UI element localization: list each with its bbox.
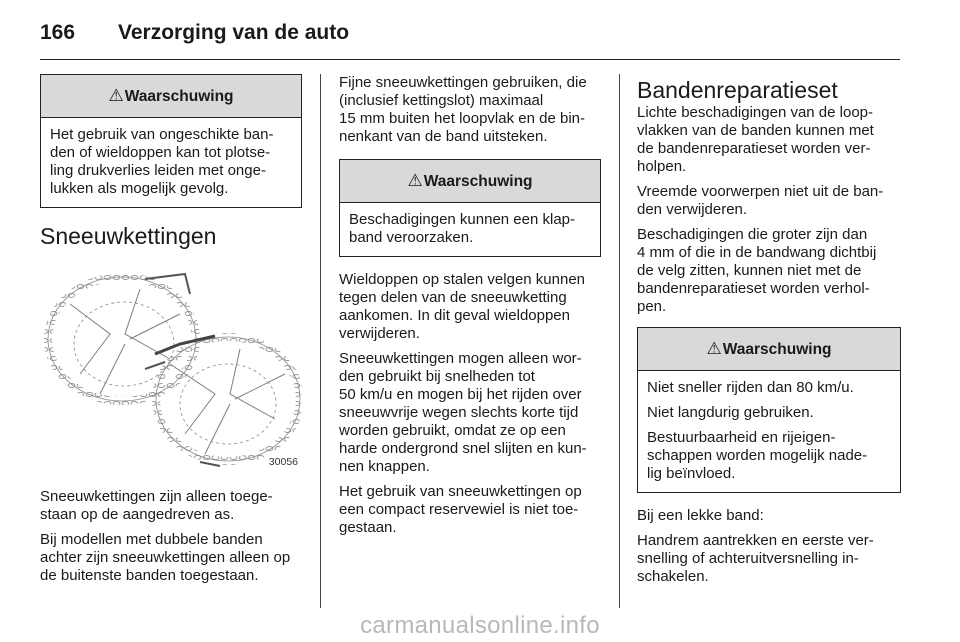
paragraph: Lichte beschadigingen van de loop- vlakken van de banden kunnen met de bandenreparatieset worden ver- holpen. <box>637 104 874 175</box>
paragraph: Bij een lekke band: <box>637 507 764 524</box>
warning-body <box>638 371 900 492</box>
paragraph: Sneeuwkettingen mogen alleen wor- den gebruikt bij snelheden tot 50 km/u en mogen bij het rijden over sneeuwvrije wegen slechts korte tijd worden gebruikt, omdat ze op een harde ondergrond snel slijten en kun- nen knappen. <box>339 350 587 475</box>
warning-triangle-icon: ⚠ <box>108 86 124 105</box>
warning-body <box>41 118 301 207</box>
watermark: carmanualsonline.info <box>360 612 600 639</box>
figure-number: 30056 <box>268 456 298 468</box>
snow-chains-drawing <box>40 264 302 474</box>
snow-chains-illustration <box>40 264 302 474</box>
paragraph: Sneeuwkettingen zijn alleen toege- staan op de aangedreven as. <box>40 488 273 523</box>
warning-text: Het gebruik van ongeschikte ban- den of wieldoppen kan tot plotse- ling drukverlies leiden met onge- lukken als mogelijk gevolg. <box>50 126 274 197</box>
header-divider <box>40 59 900 60</box>
paragraph: Wieldoppen op stalen velgen kunnen tegen delen van de sneeuwketting aankomen. In dit geval wieldoppen verwijderen. <box>339 271 586 342</box>
warning-header <box>638 328 900 371</box>
warning-box-blowout <box>339 159 601 257</box>
warning-item: Niet langdurig gebruiken. <box>647 404 814 421</box>
warning-triangle-icon: ⚠ <box>407 171 423 190</box>
page-title: Verzorging van de auto <box>118 21 350 44</box>
warning-item: Bestuurbaarheid en rijeigen- schappen worden mogelijk nade- lig beïnvloed. <box>647 429 868 482</box>
warning-header <box>41 75 301 118</box>
page-number: 166 <box>40 21 76 44</box>
paragraph: Beschadigingen die groter zijn dan 4 mm of die in de bandwang dichtbij de velg zitten, kunnen niet met de bandenreparatieset worden verhol- pen. <box>637 226 877 315</box>
section-heading-tire-repair-kit: Bandenreparatieset <box>637 77 838 103</box>
warning-box-repair-kit <box>637 327 901 493</box>
paragraph: Vreemde voorwerpen niet uit de ban- den verwijderen. <box>637 183 884 218</box>
column-divider-2 <box>619 74 620 608</box>
warning-label: Waarschuwing <box>423 173 533 190</box>
paragraph: Fijne sneeuwkettingen gebruiken, die (inclusief kettingslot) maximaal 15 mm buiten het loopvlak en de bin- nenkant van de band uitsteken. <box>339 74 587 145</box>
warning-label: Waarschuwing <box>124 88 234 105</box>
warning-text: Beschadigingen kunnen een klap- band veroorzaken. <box>349 211 576 246</box>
paragraph: Het gebruik van sneeuwkettingen op een compact reservewiel is niet toe- gestaan. <box>339 483 582 536</box>
column-3 <box>637 74 901 593</box>
column-divider-1 <box>320 74 321 608</box>
chain-loop-front <box>145 336 300 466</box>
column-1 <box>40 74 302 592</box>
warning-label: Waarschuwing <box>722 341 832 358</box>
section-heading-snow-chains: Sneeuwkettingen <box>40 223 217 249</box>
warning-body <box>340 203 600 256</box>
paragraph: Handrem aantrekken en eerste ver- snelling of achteruitversnelling in- schakelen. <box>637 532 874 585</box>
warning-triangle-icon: ⚠ <box>706 339 722 358</box>
page-header <box>40 18 900 48</box>
warning-header <box>340 160 600 203</box>
paragraph: Bij modellen met dubbele banden achter zijn sneeuwkettingen alleen op de buitenste banden toegestaan. <box>40 531 291 584</box>
column-2 <box>339 74 601 544</box>
chain-loop-back <box>48 274 196 401</box>
warning-item: Niet sneller rijden dan 80 km/u. <box>647 379 854 396</box>
warning-box-tires <box>40 74 302 208</box>
